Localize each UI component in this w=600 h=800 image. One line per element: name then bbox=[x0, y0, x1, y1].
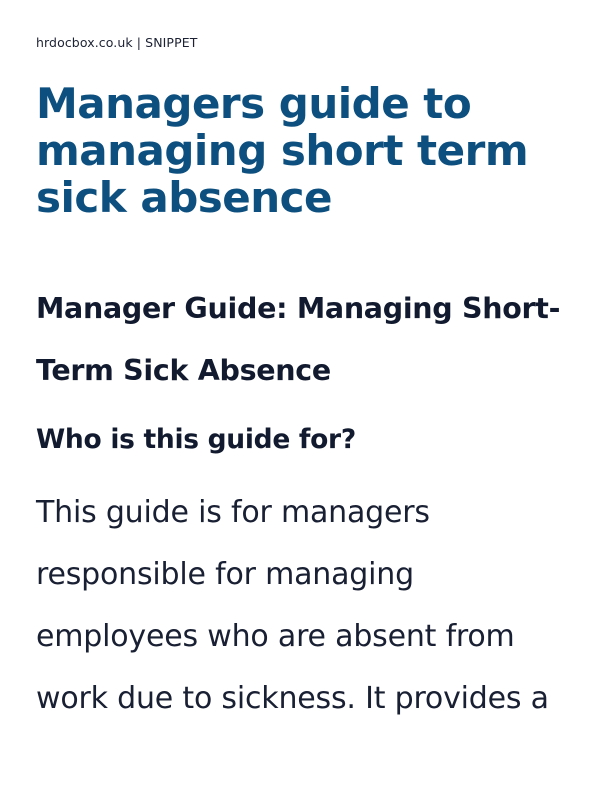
body-line: employees who are absent from bbox=[36, 619, 515, 654]
guide-heading: Manager Guide: Managing Short-Term Sick Absence bbox=[36, 292, 561, 387]
body-line: This guide is for managers bbox=[36, 495, 430, 530]
source-label: hrdocbox.co.uk | SNIPPET bbox=[36, 35, 198, 50]
section-heading: Who is this guide for? bbox=[36, 424, 356, 455]
body-line: responsible for managing bbox=[36, 557, 414, 592]
body-line: work due to sickness. It provides a bbox=[36, 681, 549, 716]
body-paragraph bbox=[36, 482, 566, 730]
page-title: Managers guide to managing short term sick absence bbox=[36, 79, 529, 222]
